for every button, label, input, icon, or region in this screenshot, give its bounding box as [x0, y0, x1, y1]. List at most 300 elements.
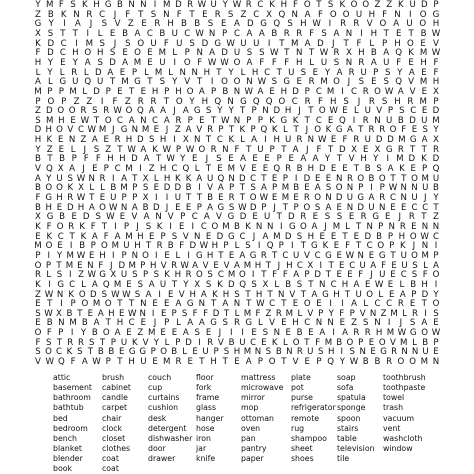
grid-letter[interactable]: E	[330, 164, 337, 175]
grid-letter[interactable]: B	[376, 231, 383, 242]
grid-letter[interactable]: T	[408, 28, 414, 39]
grid-letter[interactable]: U	[364, 135, 371, 146]
grid-letter[interactable]: E	[339, 318, 346, 329]
grid-letter[interactable]: B	[374, 357, 381, 368]
grid-letter[interactable]: A	[107, 67, 114, 78]
grid-letter[interactable]: P	[175, 337, 181, 348]
grid-letter[interactable]: T	[117, 299, 123, 310]
grid-letter[interactable]: P	[103, 164, 109, 175]
grid-letter[interactable]: W	[109, 202, 118, 213]
grid-letter[interactable]: O	[125, 106, 133, 117]
grid-letter[interactable]: H	[300, 19, 307, 30]
grid-letter[interactable]: T	[344, 289, 351, 300]
grid-letter[interactable]: A	[251, 135, 257, 146]
grid-letter[interactable]: E	[228, 154, 234, 165]
grid-letter[interactable]: U	[176, 38, 183, 49]
grid-letter[interactable]: N	[359, 347, 366, 358]
grid-letter[interactable]: M	[432, 115, 440, 126]
grid-letter[interactable]: N	[233, 86, 241, 97]
grid-letter[interactable]: C	[330, 279, 337, 290]
grid-letter[interactable]: Y	[153, 337, 159, 348]
grid-letter[interactable]: P	[105, 86, 111, 97]
grid-letter[interactable]: H	[280, 0, 288, 10]
grid-letter[interactable]: E	[339, 260, 345, 271]
grid-letter[interactable]: E	[167, 289, 174, 300]
grid-letter[interactable]: A	[370, 260, 377, 271]
grid-letter[interactable]: U	[239, 337, 246, 348]
grid-letter[interactable]: A	[128, 115, 135, 126]
grid-letter[interactable]: I	[151, 308, 155, 319]
grid-letter[interactable]: Q	[273, 19, 281, 30]
grid-letter[interactable]: V	[131, 212, 138, 223]
grid-letter[interactable]: B	[368, 173, 375, 184]
grid-letter[interactable]: K	[322, 241, 329, 252]
grid-letter[interactable]: N	[335, 173, 343, 184]
grid-letter[interactable]: O	[81, 299, 89, 310]
grid-letter[interactable]: D	[420, 0, 428, 10]
grid-letter[interactable]: V	[303, 250, 310, 261]
grid-letter[interactable]: B	[275, 347, 282, 358]
grid-letter[interactable]: N	[366, 221, 373, 232]
grid-letter[interactable]: A	[131, 202, 138, 213]
grid-letter[interactable]: R	[379, 193, 386, 203]
grid-letter[interactable]: T	[239, 183, 245, 194]
grid-letter[interactable]: H	[370, 28, 378, 39]
grid-letter[interactable]: J	[173, 106, 176, 117]
grid-letter[interactable]: V	[390, 337, 396, 348]
grid-letter[interactable]: W	[180, 260, 189, 271]
grid-letter[interactable]: A	[91, 231, 98, 242]
grid-letter[interactable]: S	[399, 106, 405, 117]
grid-letter[interactable]: O	[389, 125, 397, 136]
grid-letter[interactable]: O	[47, 96, 55, 107]
grid-letter[interactable]: C	[191, 212, 198, 223]
grid-letter[interactable]: O	[102, 328, 110, 339]
grid-letter[interactable]: K	[68, 289, 74, 300]
grid-letter[interactable]: O	[329, 9, 337, 20]
grid-letter[interactable]: E	[164, 250, 170, 261]
grid-letter[interactable]: L	[309, 57, 315, 68]
grid-letter[interactable]: W	[345, 250, 355, 261]
grid-letter[interactable]: O	[78, 289, 86, 300]
grid-letter[interactable]: T	[69, 231, 75, 242]
grid-letter[interactable]: Y	[339, 357, 345, 368]
grid-letter[interactable]: K	[217, 279, 223, 290]
grid-letter[interactable]: W	[87, 270, 97, 281]
grid-letter[interactable]: W	[127, 144, 136, 155]
grid-letter[interactable]: X	[194, 279, 201, 290]
grid-letter[interactable]: N	[388, 221, 395, 232]
grid-letter[interactable]: E	[342, 106, 348, 117]
grid-letter[interactable]: N	[191, 67, 198, 78]
grid-letter[interactable]: X	[142, 193, 149, 203]
grid-letter[interactable]: D	[318, 164, 326, 175]
grid-letter[interactable]: T	[185, 193, 192, 203]
grid-letter[interactable]: W	[329, 106, 338, 117]
grid-letter[interactable]: I	[360, 28, 363, 39]
grid-letter[interactable]: A	[97, 308, 104, 319]
grid-letter[interactable]: D	[432, 154, 440, 165]
grid-letter[interactable]: E	[228, 250, 235, 261]
grid-letter[interactable]: S	[422, 125, 428, 136]
grid-letter[interactable]: G	[311, 241, 318, 252]
grid-letter[interactable]: I	[173, 135, 176, 146]
grid-letter[interactable]: I	[279, 221, 283, 232]
grid-letter[interactable]: D	[47, 38, 55, 49]
grid-letter[interactable]: W	[195, 28, 204, 39]
grid-letter[interactable]: C	[282, 250, 289, 261]
grid-letter[interactable]: A	[246, 57, 253, 68]
grid-letter[interactable]: T	[328, 144, 334, 155]
grid-letter[interactable]: J	[305, 144, 309, 155]
grid-letter[interactable]: E	[433, 318, 439, 329]
grid-letter[interactable]: N	[346, 202, 354, 213]
grid-letter[interactable]: M	[113, 279, 122, 290]
grid-letter[interactable]: O	[195, 270, 203, 281]
grid-letter[interactable]: I	[257, 241, 261, 252]
grid-letter[interactable]: Y	[217, 106, 223, 117]
grid-letter[interactable]: G	[45, 193, 53, 203]
grid-letter[interactable]: H	[125, 135, 133, 146]
grid-letter[interactable]: K	[46, 135, 53, 146]
grid-letter[interactable]: E	[187, 357, 193, 368]
grid-letter[interactable]: T	[300, 289, 306, 300]
grid-letter[interactable]: A	[300, 154, 307, 165]
grid-letter[interactable]: X	[374, 144, 381, 155]
grid-letter[interactable]: J	[398, 212, 402, 223]
grid-letter[interactable]: R	[391, 347, 398, 358]
grid-letter[interactable]: F	[90, 221, 96, 232]
grid-letter[interactable]: I	[251, 270, 255, 281]
grid-letter[interactable]: A	[200, 289, 207, 300]
grid-letter[interactable]: A	[88, 202, 95, 213]
grid-letter[interactable]: E	[199, 115, 205, 126]
grid-letter[interactable]: M	[65, 260, 74, 271]
grid-letter[interactable]: J	[399, 318, 403, 329]
grid-letter[interactable]: A	[81, 357, 88, 368]
grid-letter[interactable]: O	[335, 183, 343, 194]
grid-letter[interactable]: G	[283, 77, 291, 88]
grid-letter[interactable]: H	[394, 38, 401, 49]
grid-letter[interactable]: A	[209, 48, 216, 59]
grid-letter[interactable]: K	[131, 337, 138, 348]
grid-letter[interactable]: A	[304, 38, 311, 49]
grid-letter[interactable]: E	[336, 250, 342, 261]
grid-letter[interactable]: R	[346, 173, 353, 184]
grid-letter[interactable]: M	[326, 86, 335, 97]
grid-letter[interactable]: I	[409, 9, 412, 20]
grid-letter[interactable]: U	[421, 115, 428, 126]
grid-letter[interactable]: P	[257, 357, 263, 368]
grid-letter[interactable]: U	[206, 173, 214, 184]
grid-letter[interactable]: C	[291, 96, 298, 107]
grid-letter[interactable]: Q	[266, 241, 274, 252]
grid-letter[interactable]: S	[300, 67, 307, 78]
grid-letter[interactable]: V	[409, 86, 416, 97]
grid-letter[interactable]: F	[433, 57, 439, 68]
grid-letter[interactable]: M	[320, 77, 328, 88]
grid-letter[interactable]: V	[215, 212, 222, 223]
grid-letter[interactable]: K	[152, 144, 158, 155]
grid-letter[interactable]: X	[35, 28, 41, 39]
grid-letter[interactable]: P	[261, 202, 267, 213]
grid-letter[interactable]: R	[207, 337, 214, 348]
grid-letter[interactable]: K	[398, 0, 404, 10]
grid-letter[interactable]: S	[412, 260, 418, 271]
grid-letter[interactable]: Z	[374, 0, 381, 10]
grid-letter[interactable]: B	[207, 193, 214, 203]
grid-letter[interactable]: L	[46, 270, 52, 281]
grid-letter[interactable]: V	[292, 357, 299, 368]
grid-letter[interactable]: F	[70, 357, 76, 368]
grid-letter[interactable]: I	[68, 270, 72, 281]
grid-letter[interactable]: Y	[46, 173, 52, 184]
grid-letter[interactable]: M	[121, 77, 129, 88]
grid-letter[interactable]: A	[140, 144, 147, 155]
grid-letter[interactable]: T	[129, 299, 135, 310]
grid-letter[interactable]: N	[139, 308, 146, 319]
grid-letter[interactable]: D	[227, 279, 235, 290]
grid-letter[interactable]: I	[86, 28, 90, 39]
grid-letter[interactable]: H	[134, 241, 141, 252]
grid-letter[interactable]: H	[34, 135, 42, 146]
grid-letter[interactable]: O	[183, 57, 191, 68]
grid-letter[interactable]: U	[346, 193, 354, 203]
grid-letter[interactable]: S	[67, 173, 73, 184]
grid-letter[interactable]: W	[319, 48, 329, 59]
grid-letter[interactable]: J	[153, 318, 157, 329]
grid-letter[interactable]: P	[180, 212, 186, 223]
grid-letter[interactable]: W	[420, 231, 429, 242]
grid-letter[interactable]: P	[433, 0, 439, 10]
grid-letter[interactable]: P	[278, 241, 284, 252]
grid-letter[interactable]: C	[200, 221, 207, 232]
grid-letter[interactable]: A	[246, 28, 253, 39]
grid-letter[interactable]: H	[93, 0, 100, 10]
grid-letter[interactable]: R	[407, 96, 414, 107]
grid-letter[interactable]: S	[148, 135, 155, 146]
grid-letter[interactable]: O	[303, 299, 311, 310]
grid-letter[interactable]: V	[182, 231, 189, 242]
grid-letter[interactable]: S	[35, 308, 41, 319]
grid-letter[interactable]: E	[109, 28, 116, 39]
grid-letter[interactable]: P	[90, 241, 96, 252]
grid-letter[interactable]: T	[132, 173, 138, 184]
grid-letter[interactable]: A	[239, 250, 246, 261]
grid-letter[interactable]: A	[203, 212, 210, 223]
grid-letter[interactable]: J	[277, 260, 281, 271]
grid-letter[interactable]: J	[412, 241, 416, 252]
grid-letter[interactable]: G	[227, 212, 235, 223]
grid-letter[interactable]: E	[71, 212, 77, 223]
grid-letter[interactable]: T	[342, 231, 348, 242]
grid-letter[interactable]: S	[223, 347, 230, 358]
grid-letter[interactable]: H	[151, 86, 159, 97]
grid-letter[interactable]: W	[76, 193, 86, 203]
grid-letter[interactable]: D	[131, 154, 138, 165]
grid-letter[interactable]: E	[408, 57, 414, 68]
grid-letter[interactable]: E	[251, 164, 257, 175]
grid-letter[interactable]: F	[98, 260, 104, 271]
grid-letter[interactable]: B	[364, 164, 371, 175]
grid-letter[interactable]: R	[71, 67, 78, 78]
grid-letter[interactable]: L	[176, 318, 181, 329]
grid-letter[interactable]: S	[132, 270, 138, 281]
grid-letter[interactable]: O	[56, 221, 64, 232]
grid-letter[interactable]: K	[271, 337, 278, 348]
grid-letter[interactable]: U	[320, 57, 328, 68]
grid-letter[interactable]: R	[185, 270, 192, 281]
grid-letter[interactable]: G	[128, 347, 136, 358]
grid-letter[interactable]: E	[421, 67, 427, 78]
grid-letter[interactable]: Y	[80, 328, 87, 339]
grid-letter[interactable]: I	[155, 250, 158, 261]
grid-letter[interactable]: X	[56, 308, 62, 319]
grid-letter[interactable]: U	[140, 357, 147, 368]
grid-letter[interactable]: I	[329, 299, 332, 310]
grid-letter[interactable]: S	[35, 347, 41, 358]
grid-letter[interactable]: E	[401, 202, 407, 213]
grid-letter[interactable]: N	[196, 48, 203, 59]
grid-letter[interactable]: Q	[432, 164, 440, 175]
grid-letter[interactable]: N	[357, 250, 364, 261]
grid-letter[interactable]: H	[358, 48, 365, 59]
grid-letter[interactable]: G	[249, 250, 257, 261]
grid-letter[interactable]: C	[304, 318, 311, 329]
grid-letter[interactable]: K	[82, 0, 88, 10]
grid-letter[interactable]: P	[123, 221, 130, 232]
grid-letter[interactable]: O	[57, 106, 65, 117]
grid-letter[interactable]: B	[66, 308, 73, 319]
grid-letter[interactable]: U	[264, 212, 271, 223]
grid-letter[interactable]: C	[264, 67, 271, 78]
grid-letter[interactable]: S	[205, 279, 212, 290]
grid-letter[interactable]: A	[148, 106, 155, 117]
grid-letter[interactable]: D	[364, 231, 372, 242]
grid-letter[interactable]: S	[227, 9, 234, 20]
grid-letter[interactable]: B	[296, 164, 303, 175]
grid-letter[interactable]: E	[192, 154, 198, 165]
grid-letter[interactable]: D	[317, 38, 324, 49]
grid-letter[interactable]: L	[97, 28, 103, 39]
grid-letter[interactable]: T	[117, 357, 123, 368]
grid-letter[interactable]: W	[76, 250, 86, 261]
grid-letter[interactable]: W	[256, 299, 265, 310]
grid-letter[interactable]: T	[246, 299, 252, 310]
grid-letter[interactable]: X	[182, 135, 189, 146]
grid-letter[interactable]: G	[193, 106, 201, 117]
grid-letter[interactable]: E	[262, 164, 269, 175]
grid-letter[interactable]: M	[66, 250, 74, 261]
grid-letter[interactable]: F	[309, 28, 315, 39]
grid-letter[interactable]: E	[269, 86, 275, 97]
grid-letter[interactable]: F	[271, 57, 277, 68]
grid-letter[interactable]: A	[258, 28, 265, 39]
grid-letter[interactable]: C	[152, 115, 159, 126]
grid-letter[interactable]: U	[293, 250, 300, 261]
grid-letter[interactable]: T	[401, 173, 407, 184]
grid-letter[interactable]: Q	[265, 96, 273, 107]
grid-letter[interactable]: E	[202, 9, 208, 20]
grid-letter[interactable]: R	[340, 19, 347, 30]
grid-letter[interactable]: M	[158, 48, 167, 59]
grid-letter[interactable]: G	[134, 77, 141, 88]
grid-letter[interactable]: Q	[136, 106, 144, 117]
grid-letter[interactable]: P	[132, 193, 138, 203]
grid-letter[interactable]: T	[239, 193, 245, 203]
grid-letter[interactable]: Y	[324, 154, 331, 165]
grid-letter[interactable]: T	[293, 125, 299, 136]
grid-letter[interactable]: E	[251, 328, 257, 339]
grid-letter[interactable]: E	[119, 308, 125, 319]
grid-letter[interactable]: F	[272, 270, 278, 281]
grid-letter[interactable]: W	[207, 57, 217, 68]
grid-letter[interactable]: U	[288, 67, 295, 78]
grid-letter[interactable]: E	[171, 328, 178, 339]
grid-letter[interactable]: W	[226, 38, 235, 49]
grid-letter[interactable]: P	[58, 328, 64, 339]
grid-letter[interactable]: F	[284, 57, 290, 68]
grid-letter[interactable]: E	[293, 193, 299, 203]
grid-letter[interactable]: S	[189, 38, 195, 49]
grid-letter[interactable]: T	[281, 357, 287, 368]
grid-letter[interactable]: P	[316, 357, 322, 368]
grid-letter[interactable]: M	[45, 115, 54, 126]
grid-letter[interactable]: A	[311, 289, 318, 300]
grid-letter[interactable]: W	[80, 115, 90, 126]
grid-letter[interactable]: E	[99, 193, 106, 203]
grid-letter[interactable]: Y	[172, 77, 178, 88]
grid-letter[interactable]: T	[282, 202, 289, 213]
grid-letter[interactable]: A	[143, 212, 150, 223]
grid-letter[interactable]: H	[328, 347, 335, 358]
grid-letter[interactable]: I	[63, 19, 66, 30]
grid-letter[interactable]: A	[198, 86, 205, 97]
grid-letter[interactable]: P	[304, 86, 310, 97]
grid-letter[interactable]: P	[35, 250, 41, 261]
grid-letter[interactable]: L	[144, 67, 149, 78]
grid-letter[interactable]: A	[293, 270, 300, 281]
grid-letter[interactable]: M	[332, 221, 341, 232]
grid-letter[interactable]: R	[156, 241, 163, 252]
grid-letter[interactable]: F	[293, 0, 298, 10]
grid-letter[interactable]: S	[150, 9, 157, 20]
grid-letter[interactable]: W	[197, 0, 207, 10]
grid-letter[interactable]: C	[400, 270, 407, 281]
grid-letter[interactable]: H	[77, 202, 85, 213]
grid-letter[interactable]: F	[356, 38, 362, 49]
grid-letter[interactable]: P	[250, 125, 256, 136]
grid-letter[interactable]: A	[114, 328, 121, 339]
grid-letter[interactable]: I	[241, 328, 244, 339]
grid-letter[interactable]: C	[315, 115, 322, 126]
grid-letter[interactable]: E	[221, 19, 227, 30]
grid-letter[interactable]: E	[325, 173, 332, 184]
grid-letter[interactable]: U	[364, 106, 371, 117]
grid-letter[interactable]: O	[45, 347, 52, 358]
grid-letter[interactable]: M	[125, 164, 133, 175]
grid-letter[interactable]: E	[390, 202, 396, 213]
grid-letter[interactable]: S	[56, 270, 63, 281]
grid-letter[interactable]: H	[128, 357, 135, 368]
grid-letter[interactable]: S	[101, 19, 108, 30]
grid-letter[interactable]: S	[153, 270, 160, 281]
grid-letter[interactable]: H	[45, 202, 52, 213]
grid-letter[interactable]: S	[145, 221, 152, 232]
grid-letter[interactable]: D	[47, 48, 54, 59]
grid-letter[interactable]: N	[73, 9, 80, 20]
grid-letter[interactable]: E	[333, 241, 340, 252]
